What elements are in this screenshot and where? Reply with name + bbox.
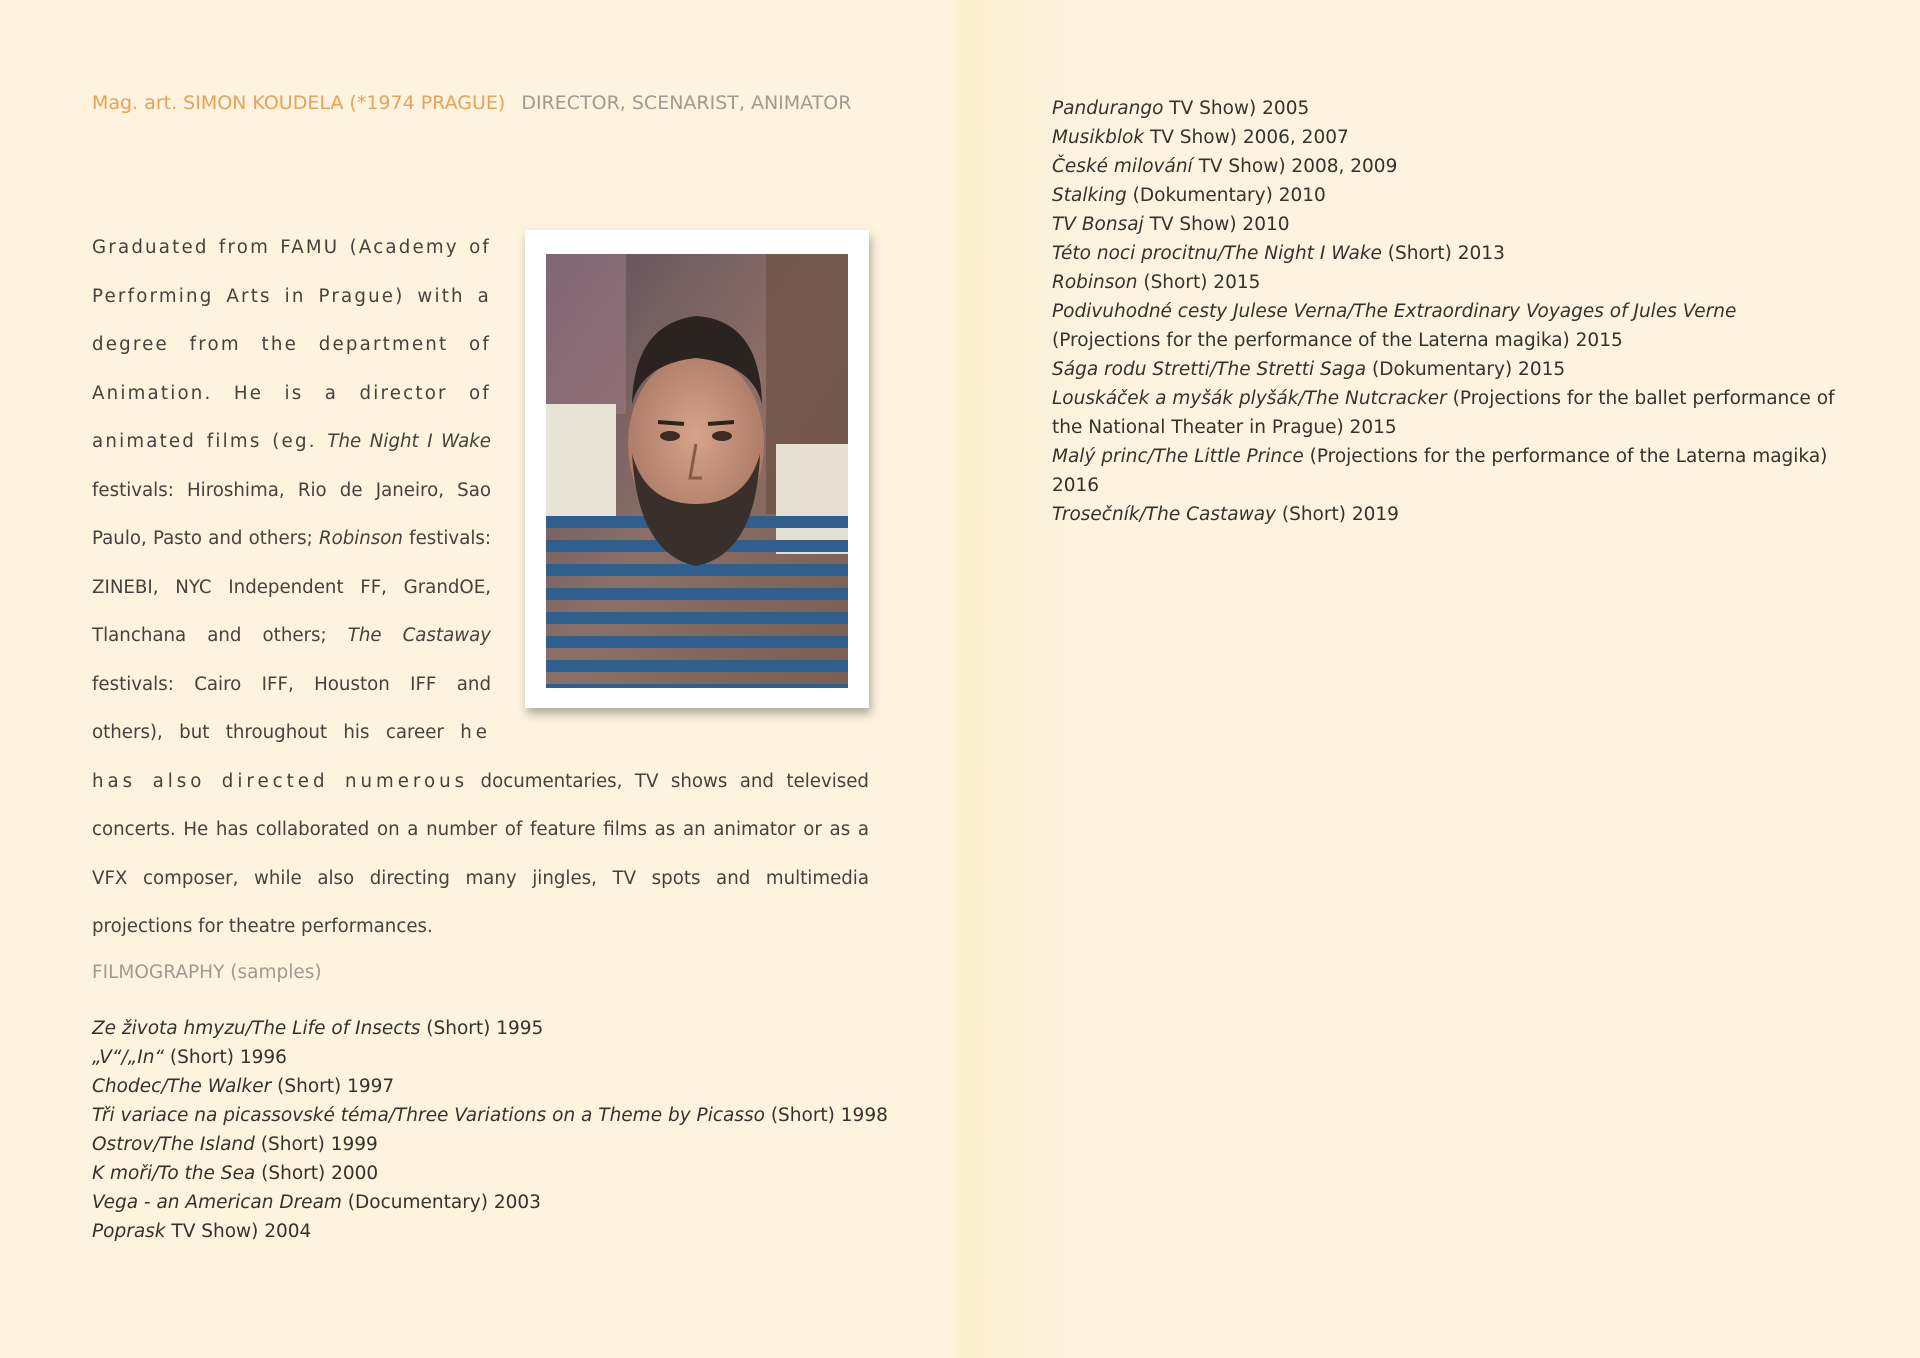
film-title: K moři/To the Sea: [92, 1163, 256, 1184]
film-info: (Projections for the performance of the Laterna magika) 2016: [1052, 446, 1828, 496]
filmography-item: [1052, 152, 1842, 181]
film-title: Poprask: [92, 1221, 166, 1242]
page-header: [92, 92, 851, 114]
bio-text-part: documentaries, TV shows and televised concerts. He has collaborated on a number of feature films as an animator or as a VFX composer, while also directing many jingles, TV spots and multimedia projections for theatre performances.: [92, 770, 869, 937]
portrait-photo: [546, 254, 848, 688]
filmography-item: [1052, 384, 1842, 442]
portrait-photo-frame: [525, 230, 869, 708]
filmography-item: [1052, 239, 1842, 268]
film-title: Této noci procitnu/The Night I Wake: [1052, 243, 1382, 264]
film-title: Louskáček a myšák plyšák/The Nutcracker: [1052, 388, 1447, 409]
film-title: Malý princ/The Little Prince: [1052, 446, 1304, 467]
film-info: (Short) 2013: [1381, 243, 1505, 264]
film-title: Vega - an American Dream: [92, 1192, 342, 1213]
bio-film-title: The Castaway: [347, 625, 491, 646]
filmography-item: [1052, 210, 1842, 239]
film-title: Podivuhodné cesty Julese Verna/The Extraordinary Voyages of Jules Verne: [1052, 301, 1737, 322]
director-name: Mag. art. SIMON KOUDELA (*1974 PRAGUE): [92, 92, 506, 114]
filmography-item: [92, 1072, 888, 1101]
film-title: Sága rodu Stretti/The Stretti Saga: [1052, 359, 1367, 380]
film-info: (Short) 1999: [254, 1134, 378, 1155]
film-info: (Projections for the ballet performance of the National Theater in Prague) 2015: [1052, 388, 1835, 438]
filmography-item: [1052, 442, 1842, 500]
filmography-item: [1052, 181, 1842, 210]
film-info: (Short) 1996: [164, 1047, 287, 1068]
bio-text-part: festivals: Cairo IFF, Houston IFF and others), but throughout his career: [92, 673, 491, 743]
bio-text-part: he has also directed numerous: [92, 722, 491, 792]
film-title: České milování: [1052, 156, 1193, 177]
biography: [92, 224, 869, 952]
filmography-item: [1052, 268, 1842, 297]
film-info: (Short) 2000: [255, 1163, 379, 1184]
film-info: (Short) 1995: [420, 1018, 544, 1039]
right-page: [960, 0, 1920, 1358]
filmography-item: [1052, 94, 1842, 123]
film-title: Pandurango: [1052, 98, 1164, 119]
filmography-item: [1052, 355, 1842, 384]
filmography-item: [92, 1159, 888, 1188]
film-info: (Short) 2015: [1137, 272, 1261, 293]
filmography-item: [92, 1188, 888, 1217]
bio-text-part: festivals: Hiroshima, Rio de Janeiro, Sao Paulo, Pasto and others;: [92, 479, 491, 549]
filmography-item: [1052, 297, 1842, 355]
film-info: TV Show) 2005: [1163, 98, 1310, 119]
film-info: (Short) 1998: [764, 1105, 888, 1126]
filmography-heading: FILMOGRAPHY (samples): [92, 962, 322, 983]
filmography-item: [1052, 123, 1842, 152]
film-title: Musikblok: [1052, 127, 1145, 148]
bio-text-part: Graduated from FAMU (Academy of Performing Arts in Prague) with a degree from the department of Animation. He is a director of animated films (eg.: [92, 237, 491, 452]
film-info: (Short) 1997: [271, 1076, 395, 1097]
film-info: (Documentary) 2003: [341, 1192, 541, 1213]
filmography-item: [92, 1130, 888, 1159]
film-title: TV Bonsaj: [1052, 214, 1144, 235]
film-title: Trosečník/The Castaway: [1052, 504, 1276, 525]
film-title: „V“/„In“: [92, 1047, 165, 1068]
bio-text-part: festivals: ZINEBI, NYC Independent FF, GrandOE, Tlanchana and others;: [92, 528, 491, 646]
filmography-item: [92, 1043, 888, 1072]
film-info: (Short) 2019: [1275, 504, 1399, 525]
film-info: (Dokumentary) 2010: [1126, 185, 1326, 206]
film-title: Ostrov/The Island: [92, 1134, 255, 1155]
bio-film-title: The Night I Wake: [327, 431, 491, 452]
film-title: Stalking: [1052, 185, 1127, 206]
film-info: TV Show) 2006, 2007: [1144, 127, 1349, 148]
film-info: TV Show) 2008, 2009: [1192, 156, 1398, 177]
film-title: Ze života hmyzu/The Life of Insects: [92, 1018, 421, 1039]
director-role: DIRECTOR, SCENARIST, ANIMATOR: [521, 92, 852, 114]
film-info: TV Show) 2010: [1143, 214, 1290, 235]
film-title: Tři variace na picassovské téma/Three Variations on a Theme by Picasso: [92, 1105, 765, 1126]
film-info: (Dokumentary) 2015: [1366, 359, 1566, 380]
film-info: (Projections for the performance of the Laterna magika) 2015: [1052, 330, 1623, 351]
filmography-item: [92, 1101, 888, 1130]
filmography-item: [92, 1014, 888, 1043]
filmography-list-left: [92, 1014, 888, 1246]
filmography-list-right: [1052, 94, 1842, 529]
film-title: Chodec/The Walker: [92, 1076, 272, 1097]
film-title: Robinson: [1052, 272, 1138, 293]
film-info: TV Show) 2004: [165, 1221, 312, 1242]
filmography-item: [92, 1217, 888, 1246]
filmography-item: [1052, 500, 1842, 529]
bio-film-title: Robinson: [318, 528, 403, 549]
